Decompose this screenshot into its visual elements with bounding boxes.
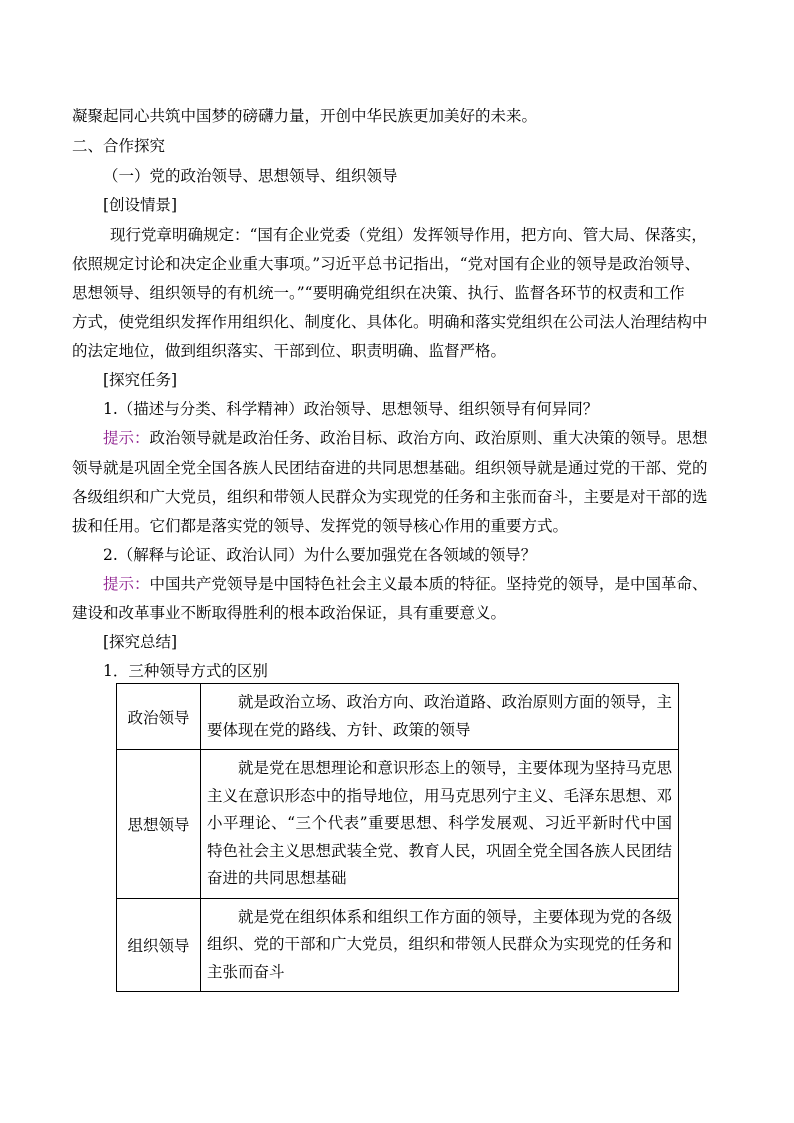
table-caption: 1．三种领导方式的区别 [103, 662, 268, 680]
row-header: 思想领导 [117, 750, 201, 899]
hint-label: 提示： [103, 575, 150, 593]
question-1: 1.（描述与分类、科学精神）政治领导、思想领导、组织领导有何异同？ [103, 400, 599, 418]
answer-text: 中国共产党领导是中国特色社会主义最本质的特征。坚持党的领导，是中国革命、 [149, 575, 708, 593]
section-heading: 二、合作探究 [72, 137, 166, 155]
answer-text: 政治领导就是政治任务、政治目标、政治方向、政治原则、重大决策的领导。思想 [149, 429, 708, 447]
question-2: 2.（解释与论证、政治认同）为什么要加强党在各领域的领导？ [103, 546, 537, 564]
paragraph-line: 思想领导、组织领导的有机统一。”“要明确党组织在决策、执行、监督各环节的权责和工作 [72, 284, 685, 302]
paragraph-line: 各级组织和广大党员，组织和带领人民群众为实现党的任务和主张而奋斗，主要是对干部的选 [72, 488, 708, 506]
row-content: 就是党在组织体系和组织工作方面的领导，主要体现为党的各级组织、党的干部和广大党员，组织和带领人民群众为实现党的任务和主张而奋斗 [201, 898, 679, 992]
row-content: 就是党在思想理论和意识形态上的领导，主要体现为坚持马克思主义在意识形态中的指导地位，用马克思列宁主义、毛泽东思想、邓小平理论、“三个代表”重要思想、科学发展观、习近平新时代中国特色社会主义思想武装全党、教育人民，巩固全党全国各族人民团结奋进的共同思想基础 [201, 750, 679, 899]
task-label: [探究任务] [103, 371, 178, 389]
paragraph-line: 的法定地位，做到组织落实、干部到位、职责明确、监督严格。 [72, 342, 507, 360]
row-header: 组织领导 [117, 898, 201, 992]
table-row [117, 684, 679, 750]
subsection-heading: （一）党的政治领导、思想领导、组织领导 [103, 167, 398, 185]
summary-label: [探究总结] [103, 633, 178, 651]
leadership-table [116, 683, 679, 992]
paragraph-line: 拔和任用。它们都是落实党的领导、发挥党的领导核心作用的重要方式。 [72, 517, 569, 535]
hint-label: 提示： [103, 429, 150, 447]
scenario-label: [创设情景] [103, 196, 178, 214]
table-row [117, 750, 679, 899]
paragraph-line: 领导就是巩固全党全国各族人民团结奋进的共同思想基础。组织领导就是通过党的干部、党的 [72, 459, 708, 477]
paragraph-line: 方式，使党组织发挥作用组织化、制度化、具体化。明确和落实党组织在公司法人治理结构中 [72, 313, 708, 331]
row-content: 就是政治立场、政治方向、政治道路、政治原则方面的领导，主要体现在党的路线、方针、政策的领导 [201, 684, 679, 750]
table-row [117, 898, 679, 992]
paragraph-line: 现行党章明确规定：“国有企业党委（党组）发挥领导作用，把方向、管大局、保落实， [110, 226, 707, 244]
answer-1-line [103, 428, 708, 448]
answer-2-line [103, 574, 708, 594]
paragraph-line: 建设和改革事业不断取得胜利的根本政治保证，具有重要意义。 [72, 604, 507, 622]
paragraph-line: 依照规定讨论和决定企业重大事项。”习近平总书记指出，“党对国有企业的领导是政治领导、 [72, 255, 701, 273]
paragraph-line: 凝聚起同心共筑中国梦的磅礴力量，开创中华民族更加美好的未来。 [72, 107, 538, 125]
row-header: 政治领导 [117, 684, 201, 750]
